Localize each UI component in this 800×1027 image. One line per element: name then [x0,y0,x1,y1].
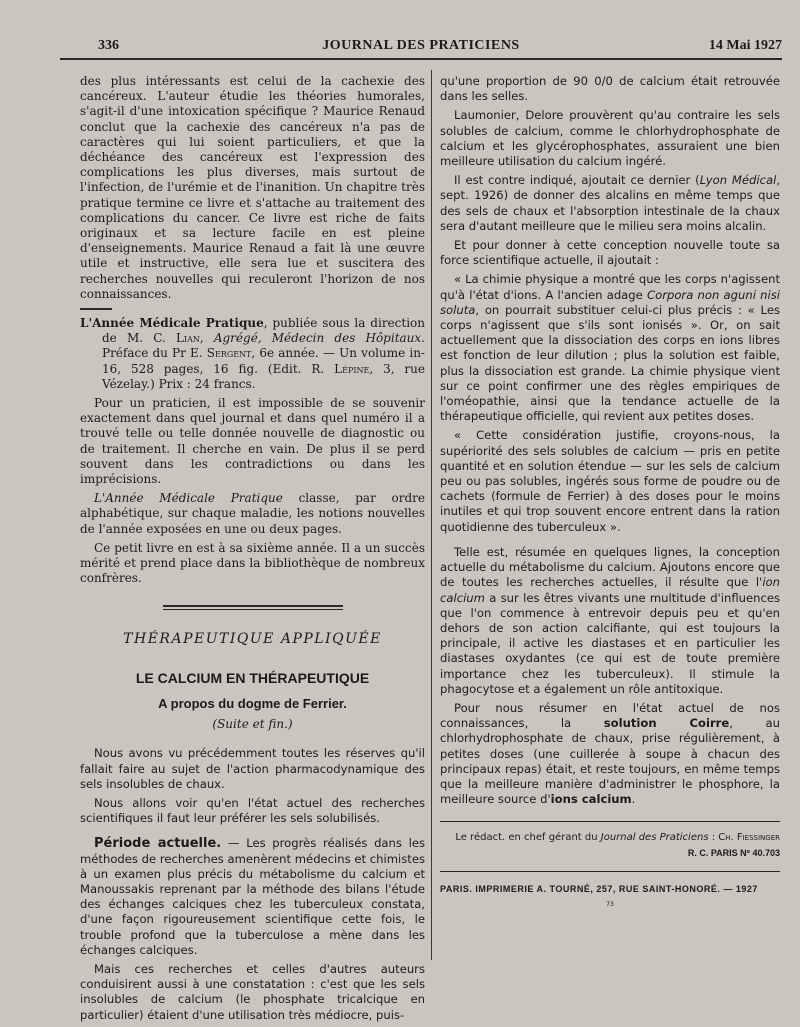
editor-note [440,830,780,845]
review-text: classe, par ordre alphabétique, sur chaque maladie, les notions nouvelles de l'année exposées en une ou deux pages. [80,491,425,536]
article-text: , au chlorhydrophosphate de chaux, prise régulièrement, à petites doses (une cuillerée à soupe à chacun des principaux repas) était, et reste toujours, en même temps que la meilleure manière d'administrer le phosphore, la meilleure source d' [440,716,780,807]
article-text: Il est contre indiqué, ajoutait ce dernier ( [454,173,700,188]
page-header [60,30,782,60]
emphasis-term: ion calcium [440,575,780,605]
book-prefacer: Sergent [206,346,252,361]
article-paragraph: Nous avons vu précédemment toutes les réserves qu'il fallait faire au sujet de l'action pharmacodynamique des sels insolubles de chaux. [80,746,425,791]
book-text: , 3, rue Vézelay.) Prix : 24 francs. [102,361,426,391]
quote-paragraph [440,272,780,424]
journal-title: JOURNAL DES PRATICIENS [322,38,520,53]
book-text: , publiée sous la direction de M. C. [102,316,425,346]
footer-text: Le rédact. en chef gérant du [455,832,601,844]
article-paragraph: qu'une proportion de 90 0/0 de calcium était retrouvée dans les selles. [440,74,780,104]
review-paragraph: des plus intéressants est celui de la cachexie des cancéreux. L'auteur étudie les théories humorales, s'agit-il d'une intoxication spécifique ? Maurice Renaud conclut que la cachexie des cancéreux n'a pas de caractères qui lui soient particuliers, et que la déchéance des cancéreux est l'expression des complications les plus diverses, mais surtout de l'infection, de l'urémie et de l'inanition. Un chapitre très pratique termine ce livre et s'attache au traitement des complications du cancer. Ce livre est riche de faits originaux et sa lecture facile en est pleine d'enseignements. Maurice Renaud a fait là une œuvre utile et instructive, elle sera lue et suscitera des recherches nouvelles qui reculeront l'horizon de nos connaissances. [80,74,425,301]
book-text: , [199,331,214,346]
emphasis-term: ions calcium [550,792,632,807]
section-heading: THÉRAPEUTIQUE APPLIQUÉE [123,630,382,647]
article-subtitle: A propos du dogme de Ferrier. [158,695,347,711]
article-paragraph [440,545,780,697]
footer-journal: Journal des Praticiens [600,832,709,844]
article-text: , sept. 1926) de donner des alcalins en même temps que des sels de chaux et l'absorption intestinale de la chaux sera d'autant meilleure que le milieu sera moins alcalin. [440,173,781,233]
separator-rule [80,308,112,310]
article-paragraph [80,836,425,958]
article-paragraph: Mais ces recherches et celles d'autres auteurs conduisirent aussi à une constatation : c'est que les sels insolubles de calcium (le phosphate tricalcique en particulier) étaient d'une utilisation très médiocre, puis- [80,961,425,1022]
page-number: 336 [98,38,119,53]
book-author: Lian [175,331,200,346]
book-reference [80,316,425,392]
book-text: , 6e année. — Un volume in-16, 528 pages, 16 fig. (Edit. R. [102,346,425,376]
article-paragraph: Nous allons voir qu'en l'état actuel des recherches scientifiques il faut leur préférer les sels solubilisés. [80,795,425,826]
article-text: Telle est, résumée en quelques lignes, la conception actuelle du métabolisme du calcium. Ajoutons encore que de toutes les recherches actuelles, il résulte que l' [440,544,780,590]
issue-date: 14 Mai 1927 [708,38,782,53]
article-paragraph: Laumonier, Delore prouvèrent qu'au contraire les sels solubles de calcium, comme le chlorhydrophosphate de calcium et les glycérophosphates, assuraient une bien meilleure utilisation du calcium ingéré. [440,108,780,169]
book-text: . Préface du Pr E. [102,331,425,361]
book-title-inline: L'Année Médicale Pratique [94,491,283,506]
article-title: LE CALCIUM EN THÉRAPEUTIQUE [135,669,370,686]
registration-number: R. C. PARIS Nº 40.703 [687,847,780,858]
product-name: solution Coirre [603,716,730,731]
book-publisher: Lépine [334,361,370,376]
column-divider [431,70,432,960]
printer-code: 73 [606,900,614,908]
article-text: « La chimie physique a montré que les corps n'agissent qu'à l'état d'ions. A l'ancien adage [440,272,780,302]
source-citation: Lyon Médical [699,173,777,188]
right-column [440,74,780,912]
book-author-quals: Agrégé, Médecin des Hôpitaux [213,331,422,346]
article-text: . [631,792,636,807]
article-text: , on pourrait substituer celui-ci plus précis : « Les corps n'agissent que s'ils sont ionisés ». Or, on sait actuellement que la dissociation des corps en ions libres est fonction de leur dilution ; plus la solution est faible, plus la dissociation est grande. La chimie physique vient sur ce point confirmer une des règles empiriques de l'oméopathie, ainsi que la tendance actuelle de la thérapeutique officielle, qui revient aux petites doses. [440,302,780,424]
quote-paragraph: « Cette considération justifie, croyons-nous, la supériorité des sels solubles de calcium — pris en petite quantité et en solution étendue — sur les sels de calcium peu ou pas solubles, ingérés sous forme de poudre ou de cachets (formule de Ferrier) à des doses pour le moins inutiles et qui trop souvent encore entrent dans la ration quotidienne des tuberculeux ». [440,428,780,534]
latin-adage: Corpora non aguni nisi soluta [440,287,780,317]
article-text: a sur les êtres vivants une multitude d'influences que l'on commence à entrevoir depuis peu et qu'en dehors de son action calcifiante, qui est toujours la principale, il active les diastases et en particulier les diastases oxydantes (ce qui est de toute première importance chez les tuberculeux). Il stimule la phagocytose et a également un rôle antitoxique. [440,590,780,696]
footer-rule [440,871,780,872]
article-paragraph [440,701,780,807]
review-paragraph: Ce petit livre en est à sa sixième année. Il a un succès mérité et prend place dans la bibliothèque de nombreux confrères. [80,540,425,586]
footer-rule [440,821,780,822]
section-divider [163,605,343,610]
book-title: L'Année Médicale Pratique [80,316,264,331]
article-paragraph [440,173,780,234]
review-paragraph: Pour un praticien, il est impossible de se souvenir exactement dans quel journal et dans quel numéro il a trouvé telle ou telle donnée nouvelle de diagnostic ou de traitement. Il cherche en vain. De plus il se perd souvent dans les contradictions ou dans les imprécisions. [80,396,425,487]
left-column [80,74,425,1027]
article-body [80,746,425,1022]
continuation-note: (Suite et fin.) [212,717,293,732]
article-text: Pour nous résumer en l'état actuel de nos connaissances, la [440,700,780,731]
subsection-heading: Période actuelle. [94,836,222,852]
article-text: — Les progrès réalisés dans les méthodes de recherches amenèrent médecins et chimistes à un examen plus précis du métabolisme du calcium et Manoussakis reprenant par la méthode des bilans l'étude des échanges calciques chez les tuberculeux constata, d'une façon rigoureusement scientifique cette fois, le trouble profond que la tuberculose a mène dans les échanges calciques. [80,836,426,957]
printer-line: PARIS. IMPRIMERIE A. TOURNÉ, 257, RUE SAINT-HONORÉ. — 1927 [440,883,758,894]
article-paragraph: Et pour donner à cette conception nouvelle toute sa force scientifique actuelle, il ajoutait : [440,238,780,268]
review-paragraph [80,491,425,537]
footer-editor: : Ch. Fiessinger [708,832,780,844]
